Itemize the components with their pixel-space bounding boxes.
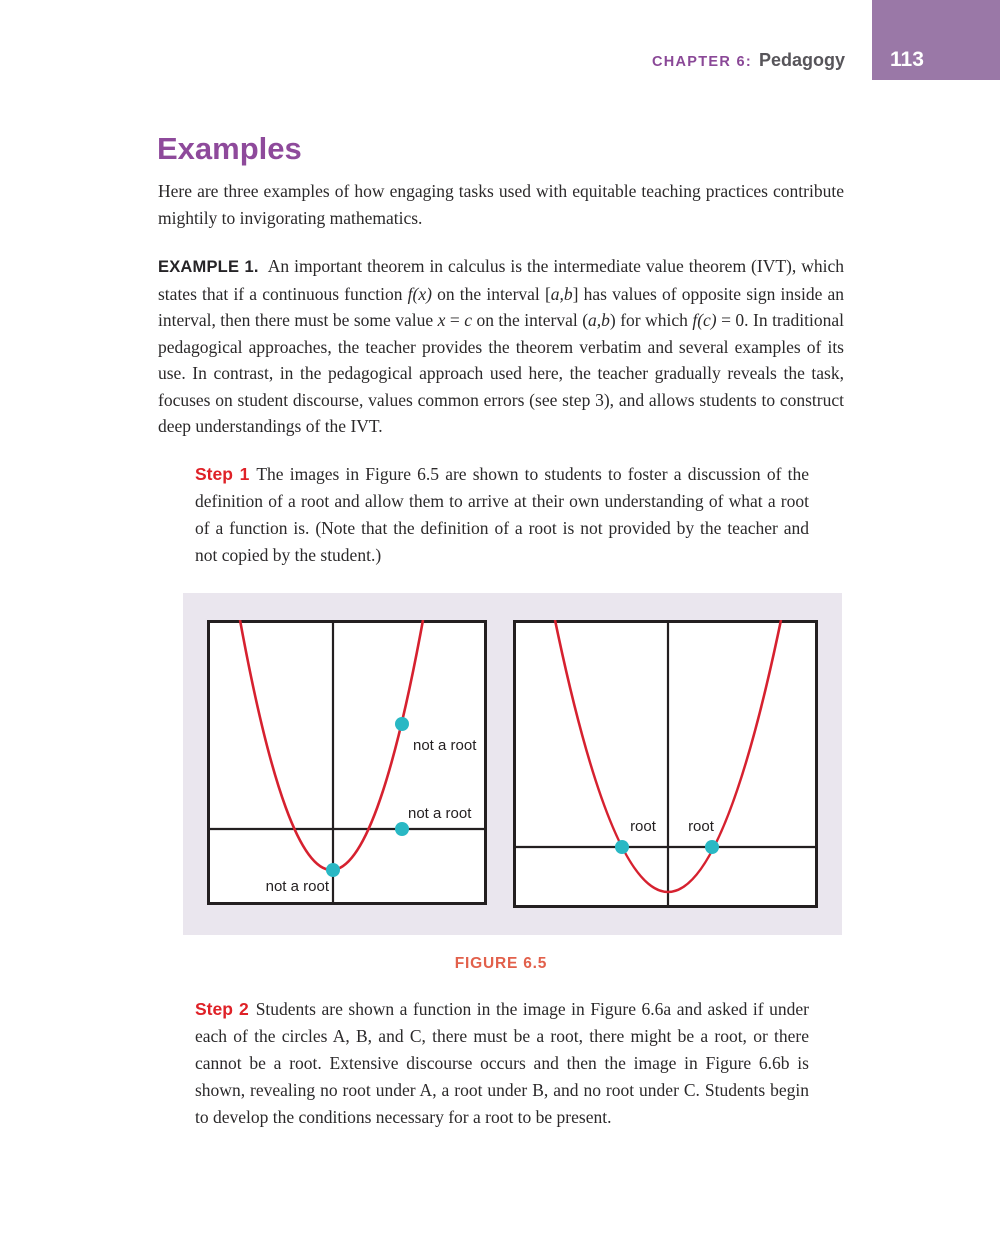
example1-text: ] has values of opposite sign inside an interval, then there must be some value bbox=[158, 283, 845, 330]
math-fx: f(x) bbox=[407, 283, 432, 304]
point-on-axis bbox=[395, 822, 409, 836]
example1-text: = 0. In traditional pedagogical approaches, the teacher provides the theorem verbatim and several examples of its use. In contrast, in the pedagogical approach used here, the teacher gradually reveals the task, focuses on student discourse, values common errors (see step 3), and allows students to construct deep understandings of the IVT. bbox=[158, 310, 844, 436]
chapter-name: Pedagogy bbox=[758, 50, 845, 70]
point-label: not a root bbox=[413, 737, 477, 754]
figure-caption: FIGURE 6.5 bbox=[454, 955, 548, 972]
step2-label: Step 2 bbox=[195, 999, 249, 1019]
point-label: root bbox=[688, 818, 714, 835]
page-number-tab bbox=[872, 0, 1000, 80]
example1-label: EXAMPLE 1. bbox=[158, 258, 259, 276]
section-title: Examples bbox=[157, 131, 302, 166]
math-ab: a,b bbox=[550, 283, 573, 304]
point-on-curve bbox=[395, 717, 409, 731]
page-number: 113 bbox=[890, 48, 924, 71]
left-graph bbox=[207, 620, 487, 905]
point-vertex bbox=[326, 863, 340, 877]
right-graph bbox=[513, 620, 818, 908]
example1-text: ) for which bbox=[609, 310, 693, 330]
example1-text: on the interval ( bbox=[471, 310, 589, 330]
math-ab: a,b bbox=[588, 310, 610, 330]
example1-paragraph bbox=[158, 253, 844, 440]
math-fc: f(c) bbox=[692, 310, 717, 330]
root-point-left bbox=[615, 840, 629, 854]
running-head bbox=[652, 50, 845, 71]
step2-text: Students are shown a function in the image in Figure 6.6a and asked if under each of the circles A, B, and C, there must be a root, there might be a root, or there cannot be a root. Extensive discourse occurs and then the image in Figure 6.6b is shown, revealing no root under A, a root under B, and no root under C. Students begin to develop the conditions necessary for a root to be present. bbox=[195, 999, 809, 1127]
root-point-right bbox=[705, 840, 719, 854]
step1-paragraph bbox=[195, 461, 809, 569]
figure-6-5-panel bbox=[183, 593, 842, 935]
point-label: not a root bbox=[265, 878, 329, 895]
intro-paragraph: Here are three examples of how engaging tasks used with equitable teaching practices contribute mightily to invigorating mathematics. bbox=[158, 181, 844, 228]
point-label: not a root bbox=[408, 805, 472, 822]
chapter-label: CHAPTER 6: bbox=[651, 54, 752, 70]
step1-label: Step 1 bbox=[195, 464, 250, 484]
math-x: x bbox=[437, 310, 446, 330]
step1-text: The images in Figure 6.5 are shown to students to foster a discussion of the definition of a root and allow them to arrive at their own understanding of what a root of a function is. (Note that the definition of a root is not provided by the teacher and not copied by the student.) bbox=[195, 464, 809, 565]
math-c: c bbox=[464, 310, 472, 330]
example1-text: on the interval [ bbox=[431, 283, 551, 304]
point-label: root bbox=[630, 818, 656, 835]
graph-frame bbox=[209, 622, 486, 904]
example1-text: = bbox=[445, 310, 465, 330]
step2-paragraph bbox=[195, 996, 809, 1131]
example1-text: An important theorem in calculus is the intermediate value theorem (IVT), which states that if a continuous function bbox=[158, 256, 844, 304]
